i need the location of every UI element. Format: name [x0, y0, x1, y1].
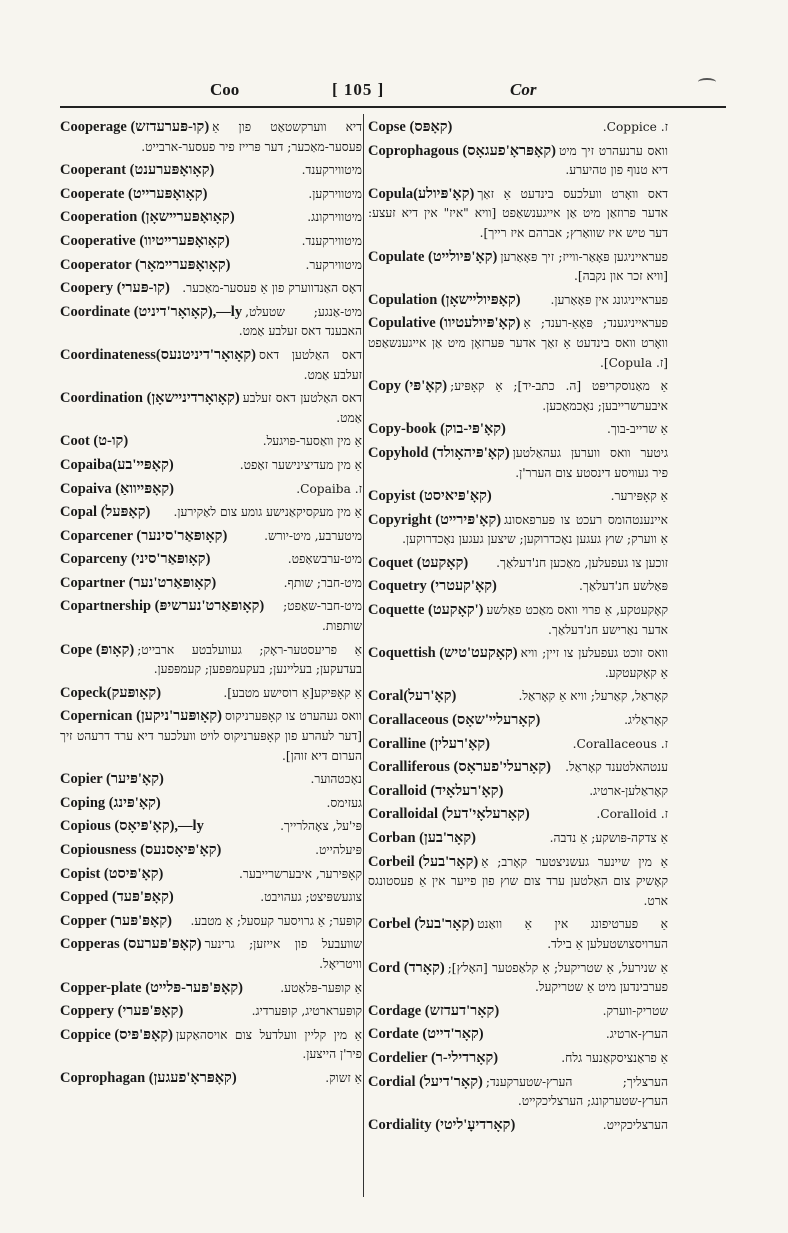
dictionary-entry: [60, 480, 362, 500]
definition: מיט-ערבשאַפט.: [287, 552, 362, 567]
definition: קופּערארטיג, קופּערדיג.: [251, 1004, 362, 1019]
dictionary-entry: [60, 185, 362, 205]
headword: Copper (קאָפּ'פּער): [60, 912, 172, 929]
dictionary-entry: [60, 865, 362, 885]
headword: Copulative (קאָ'פּיולעטיוו): [368, 315, 521, 332]
headword: Cordiality (קאָרדיעָ'ליטי): [368, 1116, 516, 1133]
dictionary-entry: [60, 794, 362, 814]
dictionary-entry: [368, 959, 668, 998]
headword: Coquet (קאָקעט): [368, 554, 469, 571]
dictionary-entry: [60, 279, 362, 299]
definition: פּאַלשע חנ'דעלאַך.: [579, 579, 668, 594]
headword: Copernican (קאָופּער'ניקען): [60, 708, 223, 725]
headword: Copartner (קאָופּאַרט'נער): [60, 574, 217, 591]
dictionary-entry: [368, 782, 668, 802]
definition: ז. Coppice.: [602, 120, 668, 134]
definition: מיטווירקונג.: [307, 210, 362, 225]
headword: Cooperage (קו-פּערעדזש): [60, 119, 210, 135]
dictionary-entry: [368, 735, 668, 755]
headword: Copperas (קאָפּ'פּערעס): [60, 936, 202, 953]
headword: Coralloidal (קאָרעלאָי'דעל): [368, 806, 530, 823]
definition: פּי'על, צאָהלרייך.: [280, 819, 362, 834]
dictionary-entry: [60, 389, 362, 428]
headword: Copartnership (קאָופּאַרט'נערשיפּ): [60, 598, 265, 615]
definition: וואס געהערט צו קאָפּערניקוס [דער לעהרע פון קאָפּערניקוס לויט וועלכער דיא ערד דרעהט זיך הערום דיא זוהן].: [60, 709, 362, 763]
definition: דאס האַלטען דאס זעלבע אַמט.: [259, 347, 362, 382]
headword: Copier (קאָ'פּיער): [60, 771, 164, 788]
headword: Copiousness (קאָ'פּיאָסנעס): [60, 842, 222, 858]
definition: פּיעלהייט.: [315, 843, 362, 857]
headword: Coparcener (קאָופּאַר'סינער): [60, 527, 228, 544]
definition: קאָפּירער, איבערשרייבער.: [239, 866, 362, 881]
dictionary-entry: [368, 915, 668, 954]
dictionary-entry: [368, 1002, 668, 1022]
definition: הערץ-ארטיג.: [605, 1027, 668, 1042]
headword: Coot (קו-ט): [60, 433, 129, 450]
right-column: [368, 118, 668, 1139]
definition: נאָכטהוער.: [310, 772, 362, 787]
headword: Coralliferous (קאָרעלי'פעראָס): [368, 759, 551, 776]
definition: שוועבעל פון אייזען; גרינער וויטריאָל.: [204, 937, 362, 971]
headword: Cordage (קאָר'דעדזש): [368, 1002, 500, 1019]
definition: אַ מין מעדיצינישער זאַפט.: [239, 457, 362, 472]
headword: Cord (קאָרד): [368, 959, 445, 976]
dictionary-entry: [368, 118, 668, 138]
definition: ענטהאלטענד קאָראַל.: [565, 760, 668, 775]
definition: געזימס.: [326, 795, 362, 810]
headword: Copy-book (קאָ'פּי-בוק): [368, 421, 506, 438]
dictionary-entry: [60, 256, 362, 276]
dictionary-entry: [368, 444, 668, 483]
dictionary-entry: [60, 684, 362, 704]
headword: Corban (קאָר'בען): [368, 830, 476, 846]
dictionary-entry: [368, 377, 668, 416]
header-ornament: [698, 78, 716, 86]
headword: Coordinateness(קאָואָר'דיניטנעס): [60, 346, 257, 363]
headword: Copped (קאָפּ'פּעד): [60, 889, 174, 906]
definition: מיט-חבר; שותף.: [283, 575, 362, 590]
headword: Cooperator (קאָואָפּערײמאָר): [60, 256, 231, 273]
definition: אַ פראַנציסקאַנער גלח.: [561, 1050, 668, 1065]
headword: Coppice (קאָפּ'פּיס): [60, 1026, 173, 1043]
dictionary-entry: [60, 935, 362, 974]
definition: קופּער; אַ גרויסער קעסעל; אַ מטבע.: [190, 913, 362, 928]
dictionary-entry: [60, 232, 362, 252]
definition: ז. Corallaceous.: [572, 736, 668, 751]
dictionary-entry: [368, 1025, 668, 1045]
definition: מיטערבע, מיט-יורש.: [264, 528, 362, 543]
dictionary-entry: [368, 687, 668, 707]
dictionary-entry: [368, 853, 668, 912]
definition: אַ מאַנוסקריפּט [ה. כתב-יד]; אַ קאָפּיע; איבערשרייבען; נאָכמאַכען.: [450, 379, 668, 413]
definition: דאס וואָרט וועלכעס בינדעט אַ זאַך אדער פרוזאַן מיט אַן אייגענשאַפט [וויא "איז" אין דיא זעצע: דער טיש איז שוואַרץ; אברהם איז רייך].: [368, 186, 668, 240]
definition: קאָקעטקע, אַ פרוי וואס מאַכט פאַלשע אדער נאַרישע חנ'דעלאַך.: [486, 603, 668, 637]
headword: Copaiba(קאָפּײ'בע): [60, 456, 174, 473]
dictionary-entry: [368, 577, 668, 597]
headword: Copula(קאָ'פּיולע): [368, 185, 475, 202]
dictionary-entry: [60, 707, 362, 766]
definition: מיטווירקענד.: [301, 233, 362, 248]
headword: Copal (קאָפּעל): [60, 504, 151, 521]
page-header: [60, 76, 726, 108]
dictionary-entry: [368, 185, 668, 244]
dictionary-entry: [60, 456, 362, 476]
headword: Corbeil (קאָר'בעל): [368, 853, 479, 870]
dictionary-entry: [60, 503, 362, 523]
definition: אַ קאָפּירער.: [610, 489, 668, 504]
definition: אַ שנירעל, אַ שטריקעל; אַ קלאַפטער [האָלץ]; פערבינדען מיט אַ שטריקעל.: [447, 960, 668, 995]
dictionary-entry: [60, 550, 362, 570]
definition: קאָראַל, קאַרעל; וויא אַ קאָראַל.: [518, 689, 668, 704]
definition: שטריק-ווערק.: [602, 1003, 668, 1018]
headword: Copulate (קאָ'פּיולייט): [368, 248, 498, 265]
definition: פעראייניגען פּאָאַר-ווייז; זיך פּאָאַרען [וויא זכר און נקבה].: [500, 249, 668, 284]
dictionary-entry: [368, 554, 668, 574]
headword: Copyhold (קאָ'פּיהאָולד): [368, 444, 510, 461]
definition: הערצליך; הערץ-שטערקענד; הערץ-שטערקונג; הערצליכקייט.: [485, 1074, 668, 1109]
definition: אַ קאָפּיקע[אַ רוסישע מטבע].: [223, 685, 362, 700]
dictionary-entry: [368, 711, 668, 731]
headword: Coralloid (קאָ'רעלאָיד): [368, 782, 504, 799]
definition: אַ שרייב-בוך.: [606, 422, 668, 437]
dictionary-entry: [368, 487, 668, 507]
definition: אַ מין שיינער געשניצטער קאָרב; אַ קאָשיק צום האַלטען ערד צום שוץ פון פייער אין אַ פעסטונגס ארט.: [368, 854, 668, 908]
headword: Copeck(קאָופּעק): [60, 684, 162, 701]
dictionary-entry: [60, 432, 362, 452]
headword: Copulation (קאָפּיולײשאָן): [368, 291, 521, 308]
dictionary-entry: [368, 829, 668, 849]
definition: אַ מין מעקסיקאַנישע גומע צום לאַקירען.: [173, 505, 362, 520]
definition: צוגעשפּיצט; געהויבט.: [260, 890, 362, 905]
definition: מיטווירקענד.: [301, 163, 362, 178]
dictionary-entry: [60, 1026, 362, 1065]
headword: Coquetry (קאָ'קעטרי): [368, 578, 497, 595]
definition: דאס האַלטען דאס זעלבע אַמט.: [242, 391, 362, 425]
dictionary-entry: [368, 805, 668, 825]
dictionary-entry: [368, 758, 668, 778]
dictionary-entry: [60, 979, 362, 999]
headword: Cordelier (קאָרדילי-ר): [368, 1049, 499, 1066]
header-left-guide-word: Coo: [210, 80, 240, 99]
headword: Corallaceous (קאָרעלײ'שאָס): [368, 712, 541, 729]
definition: פעראייניגונג אין פּאָאַרען.: [550, 292, 668, 307]
definition: מיט-אַנגע; שטעלט, האבענד דאס זעלבע אַמט.: [238, 304, 362, 339]
headword: Copaiva (קאָפּײוואַ): [60, 480, 174, 497]
dictionary-entry: [60, 841, 362, 861]
dictionary-entry: [60, 641, 362, 680]
headword: Coquette (קאָקעט'): [368, 602, 484, 619]
definition: קאָראַליג.: [624, 713, 668, 728]
dictionary-entry: [60, 161, 362, 181]
dictionary-entry: [368, 142, 668, 181]
dictionary-entry: [368, 1073, 668, 1112]
headword: Corbel (קאָר'בעל): [368, 916, 475, 933]
headword: Cooperation (קאָואָפּערײשאָן): [60, 209, 235, 226]
definition: ז. Copaiba.: [296, 481, 362, 496]
headword: Coopery (קו-פּערי): [60, 280, 170, 297]
dictionary-entry: [368, 314, 668, 373]
headword: Coquettish (קאָקעט'טיש): [368, 645, 518, 662]
definition: אַ קופּער-פּלאַטע.: [280, 980, 362, 995]
definition: דיא ווערקשטאַט פון אַ פעסער-מאַכער; דער פּרייז פיר פעסער-ארבייט.: [141, 120, 362, 154]
definition: אַ זשוק.: [325, 1070, 362, 1085]
dictionary-entry: [60, 770, 362, 790]
dictionary-entry: [368, 511, 668, 550]
definition: אַ מין קליין וועלדעל צום אויסהאַקען פיר'ן הייצען.: [176, 1027, 362, 1062]
definition: דאָס האַנדווערק פון אַ פעסער-מאַכער.: [182, 281, 362, 296]
dictionary-entry: [368, 644, 668, 683]
page-number: [ 105 ]: [332, 80, 385, 99]
left-column: [60, 118, 362, 1093]
dictionary-entry: [368, 420, 668, 440]
definition: הערצליכקייט.: [602, 1117, 668, 1132]
headword: Copyright (קאָ'פּירײט): [368, 511, 502, 528]
dictionary-entry: [60, 1002, 362, 1022]
dictionary-entry: [60, 118, 362, 157]
headword: Cordial (קאָר'דיעל): [368, 1073, 483, 1090]
definition: איינענטהומס רעכט צו פערפאסונג אַ ווערק; שוץ געגען נאָכדרוקען; שיצען געגען נאָכדרוקען.: [402, 512, 668, 547]
dictionary-entry: [368, 291, 668, 311]
headword: Copse (קאָפּס): [368, 119, 453, 135]
headword: Copy (קאָ'פּי): [368, 378, 448, 395]
definition: קאָראַלען-ארטיג.: [589, 783, 668, 798]
headword: Cordate (קאָר'דייט): [368, 1026, 484, 1043]
headword: Coordinate (קאָואָר'דיניט),—ly: [60, 303, 243, 320]
definition: וואס ערנעהרט זיך מיט דיא טנוף פון טהיערע.: [558, 143, 668, 178]
definition: מיטווירקען.: [308, 186, 362, 201]
headword: Copyist (קאָ'פּיאיסט): [368, 488, 492, 505]
headword: Cooperant (קאָואָפּערענט): [60, 162, 215, 179]
dictionary-entry: [368, 601, 668, 640]
headword: Coral(קאָ'רעל): [368, 688, 457, 705]
definition: מיט-חבר-שאַפט; שותפות.: [283, 599, 362, 634]
dictionary-entry: [60, 912, 362, 932]
headword: Cope (קאָופּ): [60, 641, 135, 658]
definition: ז. Coralloid.: [596, 807, 668, 822]
headword: Cooperate (קאָואָפּערייט): [60, 185, 208, 202]
definition: פעראייניגענד; פּאָאַ-רענד; אַ וואָרט וואס בינדעט אַ זאַך אדער פּערזאָן מיט אַן אייגענשאַפט [ז. Copula].: [368, 316, 668, 370]
headword: Copious (קאָ'פּיאָס),—ly: [60, 818, 204, 835]
dictionary-entry: [60, 303, 362, 342]
dictionary-entry: [60, 527, 362, 547]
headword: Coping (קאָ'פּינג): [60, 794, 161, 811]
definition: אַ מין וואַסער-פויגעל.: [262, 434, 362, 449]
definition: אַ פריעסטער-ראָק; געוועלבטע ארבייט; בעדעקען; בעליינען; בעקעמפּפען; קעמפּפען.: [137, 642, 362, 677]
headword: Coppery (קאָפּ'פּערי): [60, 1003, 184, 1020]
dictionary-entry: [368, 1116, 668, 1136]
headword: Coparceny (קאָופּאַר'סיני): [60, 551, 211, 568]
definition: גיטער וואס ווערען געהאַלטען פיר געוויסע דינסטע צום הערר'ן.: [512, 445, 668, 480]
headword: Coprophagous (קאָפּראָ'פעגאָס): [368, 142, 556, 159]
dictionary-entry: [60, 574, 362, 594]
headword: Coordination (קאָואָרדינײשאָן): [60, 390, 240, 407]
dictionary-entry: [60, 597, 362, 636]
column-divider: [363, 114, 364, 1197]
header-right-guide-word: Cor: [510, 80, 537, 99]
definition: מיטווירקער.: [305, 257, 362, 272]
headword: Copist (קאָ'פּיסט): [60, 865, 164, 882]
headword: Cooperative (קאָואָפּערײטיוו): [60, 232, 230, 249]
dictionary-entry: [60, 346, 362, 385]
dictionary-entry: [60, 208, 362, 228]
headword: Coprophagan (קאָפּראָ'פעגען): [60, 1069, 237, 1086]
dictionary-entry: [368, 248, 668, 287]
dictionary-entry: [60, 1069, 362, 1089]
dictionary-entry: [368, 1049, 668, 1069]
definition: אַ פערטיפונג אין אַ וואַנט הערויסצושטעלען אַ בילד.: [477, 917, 668, 951]
headword: Copper-plate (קאָפּ'פּער-פּלייט): [60, 979, 243, 996]
headword: Coralline (קאָ'רעלין): [368, 735, 491, 752]
definition: וואס זוכט געפעלען צו זיין; וויא אַ קאָקעטקע.: [520, 646, 668, 680]
dictionary-entry: [60, 817, 362, 837]
definition: אַ צדקה-פּושקע; אַ נדבה.: [549, 831, 668, 845]
dictionary-entry: [60, 888, 362, 908]
definition: זוכען צו געפעלען, מאַכען חנ'דעלאַך.: [496, 555, 668, 570]
